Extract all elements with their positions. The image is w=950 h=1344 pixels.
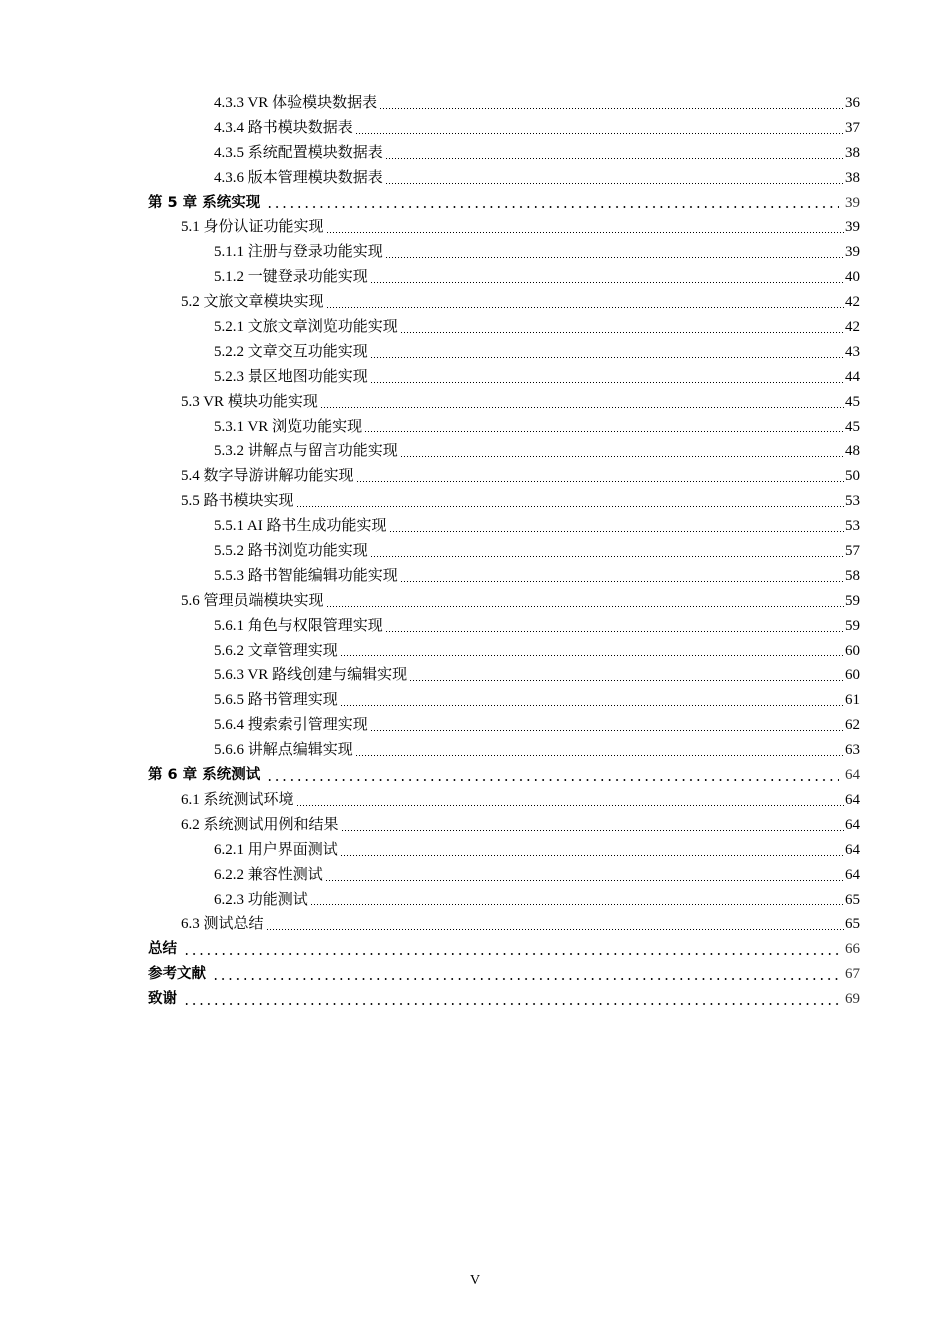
toc-entry[interactable] bbox=[148, 589, 860, 614]
toc-dot-leader bbox=[370, 380, 844, 384]
toc-chapter-entry[interactable] bbox=[148, 987, 860, 1012]
toc-entry-page-number: 64 bbox=[845, 816, 860, 833]
toc-entry-page-number: 61 bbox=[845, 692, 860, 709]
toc-dot-leader bbox=[266, 927, 844, 931]
toc-dot-leader bbox=[326, 604, 844, 608]
toc-entry-title: 5.4 数字导游讲解功能实现 bbox=[181, 468, 354, 485]
toc-entry-page-number: 58 bbox=[845, 567, 860, 584]
toc-entry[interactable] bbox=[148, 713, 860, 738]
toc-entry[interactable] bbox=[148, 141, 860, 166]
toc-entry-title: 总结 bbox=[148, 941, 177, 958]
toc-entry-page-number: 62 bbox=[845, 717, 860, 734]
toc-entry-title: 6.2 系统测试用例和结果 bbox=[181, 816, 339, 833]
toc-dot-leader bbox=[379, 106, 844, 110]
toc-entry-page-number: 48 bbox=[845, 443, 860, 460]
toc-dot-leader bbox=[326, 305, 844, 309]
toc-entry-title: 5.6.5 路书管理实现 bbox=[214, 692, 338, 709]
toc-entry-title: 4.3.5 系统配置模块数据表 bbox=[214, 144, 383, 161]
toc-entry-title: 5.2 文旅文章模块实现 bbox=[181, 294, 324, 311]
toc-dot-leader bbox=[385, 255, 844, 259]
toc-entry[interactable] bbox=[148, 564, 860, 589]
toc-entry-title: 6.2.2 兼容性测试 bbox=[214, 866, 323, 883]
toc-entry[interactable] bbox=[148, 788, 860, 813]
toc-entry-title: 第 6 章 系统测试 bbox=[148, 767, 261, 784]
toc-entry-title: 4.3.6 版本管理模块数据表 bbox=[214, 169, 383, 186]
toc-entry-title: 5.6.1 角色与权限管理实现 bbox=[214, 617, 383, 634]
toc-entry-title: 5.1.1 注册与登录功能实现 bbox=[214, 244, 383, 261]
toc-entry-page-number: 59 bbox=[845, 617, 860, 634]
toc-entry[interactable] bbox=[148, 315, 860, 340]
toc-entry-title: 5.1.2 一键登录功能实现 bbox=[214, 269, 368, 286]
toc-dot-leader bbox=[340, 653, 844, 657]
toc-entry[interactable] bbox=[148, 365, 860, 390]
toc-entry-page-number: 39 bbox=[845, 244, 860, 261]
toc-dot-leader bbox=[400, 330, 844, 334]
toc-entry-page-number: 42 bbox=[845, 319, 860, 336]
toc-entry-page-number: 64 bbox=[845, 767, 860, 784]
toc-entry-title: 5.6.6 讲解点编辑实现 bbox=[214, 742, 353, 759]
toc-entry[interactable] bbox=[148, 639, 860, 664]
table-of-contents bbox=[148, 91, 860, 1012]
toc-entry-title: 5.3.1 VR 浏览功能实现 bbox=[214, 418, 363, 435]
toc-entry[interactable] bbox=[148, 514, 860, 539]
toc-dot-leader bbox=[370, 355, 844, 359]
toc-dot-leader bbox=[385, 629, 844, 633]
toc-entry[interactable] bbox=[148, 415, 860, 440]
toc-entry-title: 5.2.3 景区地图功能实现 bbox=[214, 368, 368, 385]
toc-dot-leader bbox=[389, 529, 844, 533]
toc-entry-page-number: 38 bbox=[845, 169, 860, 186]
toc-entry-page-number: 60 bbox=[845, 667, 860, 684]
toc-entry-page-number: 50 bbox=[845, 468, 860, 485]
toc-entry[interactable] bbox=[148, 240, 860, 265]
toc-entry-page-number: 38 bbox=[845, 144, 860, 161]
toc-entry[interactable] bbox=[148, 215, 860, 240]
toc-entry-page-number: 69 bbox=[845, 991, 860, 1008]
toc-entry-page-number: 37 bbox=[845, 119, 860, 136]
toc-entry-title: 5.6.4 搜索索引管理实现 bbox=[214, 717, 368, 734]
toc-dot-leader bbox=[409, 678, 844, 682]
toc-entry-title: 致谢 bbox=[148, 991, 177, 1008]
toc-entry[interactable] bbox=[148, 738, 860, 763]
page-number: V bbox=[469, 1273, 481, 1288]
toc-entry-title: 第 5 章 系统实现 bbox=[148, 194, 261, 211]
toc-entry-page-number: 64 bbox=[845, 841, 860, 858]
toc-entry-title: 4.3.3 VR 体验模块数据表 bbox=[214, 95, 378, 111]
toc-dot-leader bbox=[183, 1002, 839, 1006]
toc-entry[interactable] bbox=[148, 614, 860, 639]
toc-entry-page-number: 65 bbox=[845, 916, 860, 933]
toc-dot-leader bbox=[183, 952, 839, 956]
toc-entry[interactable] bbox=[148, 838, 860, 863]
toc-dot-leader bbox=[326, 230, 844, 234]
toc-entry[interactable] bbox=[148, 489, 860, 514]
toc-chapter-entry[interactable] bbox=[148, 937, 860, 962]
toc-dot-leader bbox=[266, 778, 839, 782]
toc-entry[interactable] bbox=[148, 464, 860, 489]
toc-entry-page-number: 40 bbox=[845, 269, 860, 286]
toc-chapter-entry[interactable] bbox=[148, 191, 860, 216]
toc-dot-leader bbox=[325, 878, 844, 882]
toc-dot-leader bbox=[385, 181, 844, 185]
toc-entry[interactable] bbox=[148, 116, 860, 141]
toc-entry-page-number: 45 bbox=[845, 418, 860, 435]
toc-dot-leader bbox=[296, 504, 844, 508]
toc-chapter-entry[interactable] bbox=[148, 763, 860, 788]
toc-dot-leader bbox=[340, 853, 844, 857]
toc-entry-page-number: 36 bbox=[845, 95, 860, 111]
toc-dot-leader bbox=[341, 828, 844, 832]
toc-entry-page-number: 65 bbox=[845, 891, 860, 908]
toc-entry-title: 5.3 VR 模块功能实现 bbox=[181, 393, 318, 410]
toc-entry-page-number: 57 bbox=[845, 543, 860, 560]
toc-dot-leader bbox=[310, 902, 844, 906]
toc-entry-title: 5.6.2 文章管理实现 bbox=[214, 642, 338, 659]
toc-entry-page-number: 43 bbox=[845, 343, 860, 360]
toc-entry-page-number: 59 bbox=[845, 592, 860, 609]
toc-entry-title: 5.6 管理员端模块实现 bbox=[181, 592, 324, 609]
toc-entry-page-number: 66 bbox=[845, 941, 860, 958]
toc-entry[interactable] bbox=[148, 91, 860, 116]
toc-entry-title: 5.5 路书模块实现 bbox=[181, 493, 294, 510]
toc-dot-leader bbox=[400, 579, 844, 583]
toc-entry-page-number: 63 bbox=[845, 742, 860, 759]
toc-entry[interactable] bbox=[148, 813, 860, 838]
toc-entry-title: 5.5.2 路书浏览功能实现 bbox=[214, 543, 368, 560]
toc-entry-page-number: 60 bbox=[845, 642, 860, 659]
toc-entry-title: 6.2.1 用户界面测试 bbox=[214, 841, 338, 858]
toc-dot-leader bbox=[370, 554, 844, 558]
toc-entry[interactable] bbox=[148, 863, 860, 888]
toc-dot-leader bbox=[355, 753, 844, 757]
toc-dot-leader bbox=[212, 977, 839, 981]
toc-dot-leader bbox=[370, 280, 844, 284]
toc-dot-leader bbox=[296, 803, 844, 807]
toc-entry[interactable] bbox=[148, 290, 860, 315]
toc-dot-leader bbox=[400, 454, 844, 458]
toc-dot-leader bbox=[356, 479, 844, 483]
toc-dot-leader bbox=[385, 156, 844, 160]
toc-dot-leader bbox=[370, 728, 844, 732]
toc-entry-title: 参考文献 bbox=[148, 966, 206, 983]
toc-chapter-entry[interactable] bbox=[148, 962, 860, 987]
toc-entry-title: 5.5.1 AI 路书生成功能实现 bbox=[214, 518, 387, 535]
toc-entry-title: 5.1 身份认证功能实现 bbox=[181, 219, 324, 236]
toc-entry-page-number: 39 bbox=[845, 219, 860, 236]
toc-entry-title: 4.3.4 路书模块数据表 bbox=[214, 119, 353, 136]
toc-entry-title: 6.1 系统测试环境 bbox=[181, 791, 294, 808]
toc-dot-leader bbox=[320, 405, 844, 409]
toc-entry-page-number: 67 bbox=[845, 966, 860, 983]
toc-dot-leader bbox=[364, 429, 844, 433]
toc-entry-page-number: 53 bbox=[845, 493, 860, 510]
toc-entry[interactable] bbox=[148, 265, 860, 290]
toc-entry-page-number: 53 bbox=[845, 518, 860, 535]
toc-entry[interactable] bbox=[148, 663, 860, 688]
toc-entry-page-number: 44 bbox=[845, 368, 860, 385]
toc-dot-leader bbox=[266, 205, 839, 209]
toc-entry[interactable] bbox=[148, 340, 860, 365]
toc-entry[interactable] bbox=[148, 166, 860, 191]
toc-dot-leader bbox=[355, 131, 844, 135]
toc-entry-page-number: 45 bbox=[845, 393, 860, 410]
toc-entry-title: 6.3 测试总结 bbox=[181, 916, 264, 933]
toc-dot-leader bbox=[340, 703, 844, 707]
toc-entry[interactable] bbox=[148, 439, 860, 464]
toc-entry-page-number: 39 bbox=[845, 194, 860, 211]
toc-entry[interactable] bbox=[148, 888, 860, 913]
toc-entry-title: 6.2.3 功能测试 bbox=[214, 891, 308, 908]
toc-entry-title: 5.2.2 文章交互功能实现 bbox=[214, 343, 368, 360]
toc-entry[interactable] bbox=[148, 539, 860, 564]
toc-entry-page-number: 64 bbox=[845, 866, 860, 883]
toc-entry-page-number: 64 bbox=[845, 791, 860, 808]
toc-entry-title: 5.3.2 讲解点与留言功能实现 bbox=[214, 443, 398, 460]
toc-entry-page-number: 42 bbox=[845, 294, 860, 311]
toc-entry-title: 5.5.3 路书智能编辑功能实现 bbox=[214, 567, 398, 584]
toc-entry-title: 5.6.3 VR 路线创建与编辑实现 bbox=[214, 667, 408, 684]
toc-entry[interactable] bbox=[148, 688, 860, 713]
toc-entry-title: 5.2.1 文旅文章浏览功能实现 bbox=[214, 319, 398, 336]
toc-entry[interactable] bbox=[148, 912, 860, 937]
toc-entry[interactable] bbox=[148, 390, 860, 415]
